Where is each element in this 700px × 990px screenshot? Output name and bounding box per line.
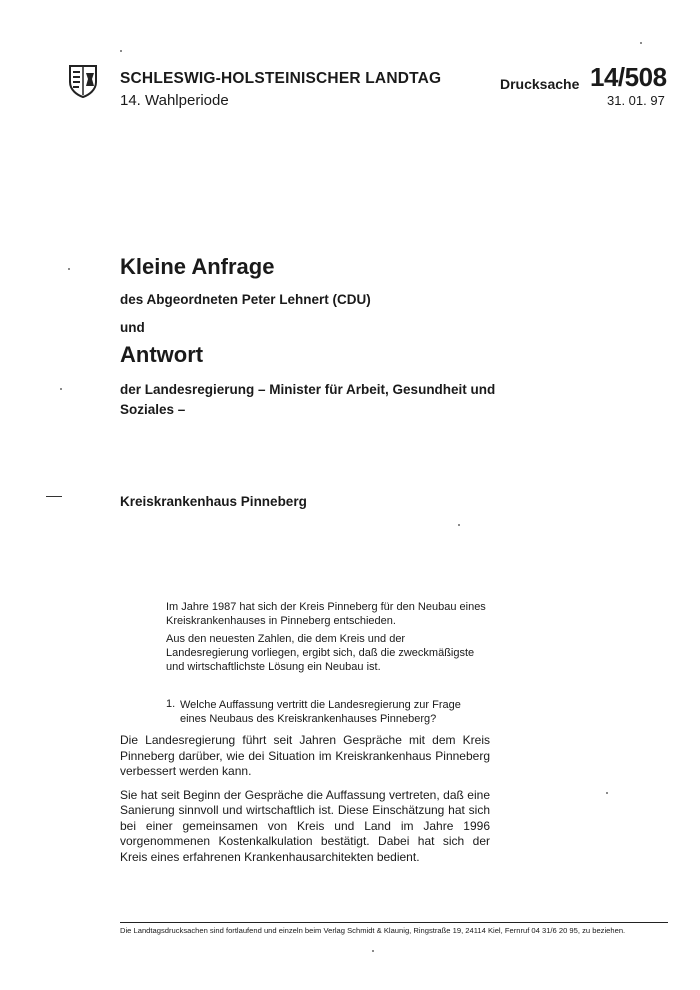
scan-speck	[458, 524, 460, 526]
question-number: 1.	[166, 698, 176, 710]
answering-government: der Landesregierung – Minister für Arbeit, Gesundheit und Soziales –	[120, 382, 496, 417]
scan-speck	[120, 50, 122, 52]
scan-speck	[606, 792, 608, 794]
footer-rule	[120, 922, 668, 923]
scan-speck	[372, 950, 374, 952]
parliament-name: SCHLESWIG-HOLSTEINISCHER LANDTAG	[120, 70, 442, 87]
preamble-paragraph: Aus den neuesten Zahlen, die dem Kreis und der Landesregierung vorliegen, ergibt sich, daß die zweckmäßigste und wirtschaftlichste Lösung ein Neubau ist.	[166, 633, 475, 673]
scan-speck	[68, 268, 70, 270]
margin-mark	[46, 496, 62, 497]
answer-paragraph: Die Landesregierung führt seit Jahren Gespräche mit dem Kreis Pinneberg darüber, wie dei Situation im Kreiskrankenhaus Pinneberg verbessert werden kann.	[120, 733, 490, 778]
conjunction-und: und	[120, 320, 145, 335]
drucksache-label: Drucksache	[500, 76, 580, 92]
footer-note: Die Landtagsdrucksachen sind fortlaufend und einzeln beim Verlag Schmidt & Klaunig, Ringstraße 19, 24114 Kiel, Fernruf 04 31/6 20 95, zu beziehen.	[120, 926, 626, 935]
document-date: 31. 01. 97	[607, 93, 665, 108]
inquiry-author: des Abgeordneten Peter Lehnert (CDU)	[120, 292, 371, 307]
answer-paragraph: Sie hat seit Beginn der Gespräche die Auffassung vertreten, daß eine Sanierung sinnvoll und wirtschaftlich ist. Diese Einschätzung hat sich bei einer gemeinsamen von Kreis und Land im Jahre 1996 vorgenommenen Kostenkalkulation bestätigt. Dabei hat sich der Kreis eines erfahrenen Krankenhausarchitekten bedient.	[120, 787, 490, 864]
preamble-paragraph: Im Jahre 1987 hat sich der Kreis Pinneberg für den Neubau eines Kreiskrankenhauses in Pinneberg entschieden.	[166, 601, 486, 627]
subject-title: Kreiskrankenhaus Pinneberg	[120, 494, 307, 509]
heading-kleine-anfrage: Kleine Anfrage	[120, 254, 275, 279]
scan-speck	[640, 42, 642, 44]
drucksache-number: 14/508	[590, 62, 667, 92]
answer-body	[120, 733, 490, 873]
coat-of-arms-icon	[68, 64, 98, 98]
question-text: Welche Auffassung vertritt die Landesregierung zur Frage eines Neubaus des Kreiskrankenhauses Pinneberg?	[180, 699, 461, 725]
heading-antwort: Antwort	[120, 342, 204, 367]
scan-speck	[60, 388, 62, 390]
legislative-period: 14. Wahlperiode	[120, 92, 229, 109]
preamble	[166, 600, 490, 678]
